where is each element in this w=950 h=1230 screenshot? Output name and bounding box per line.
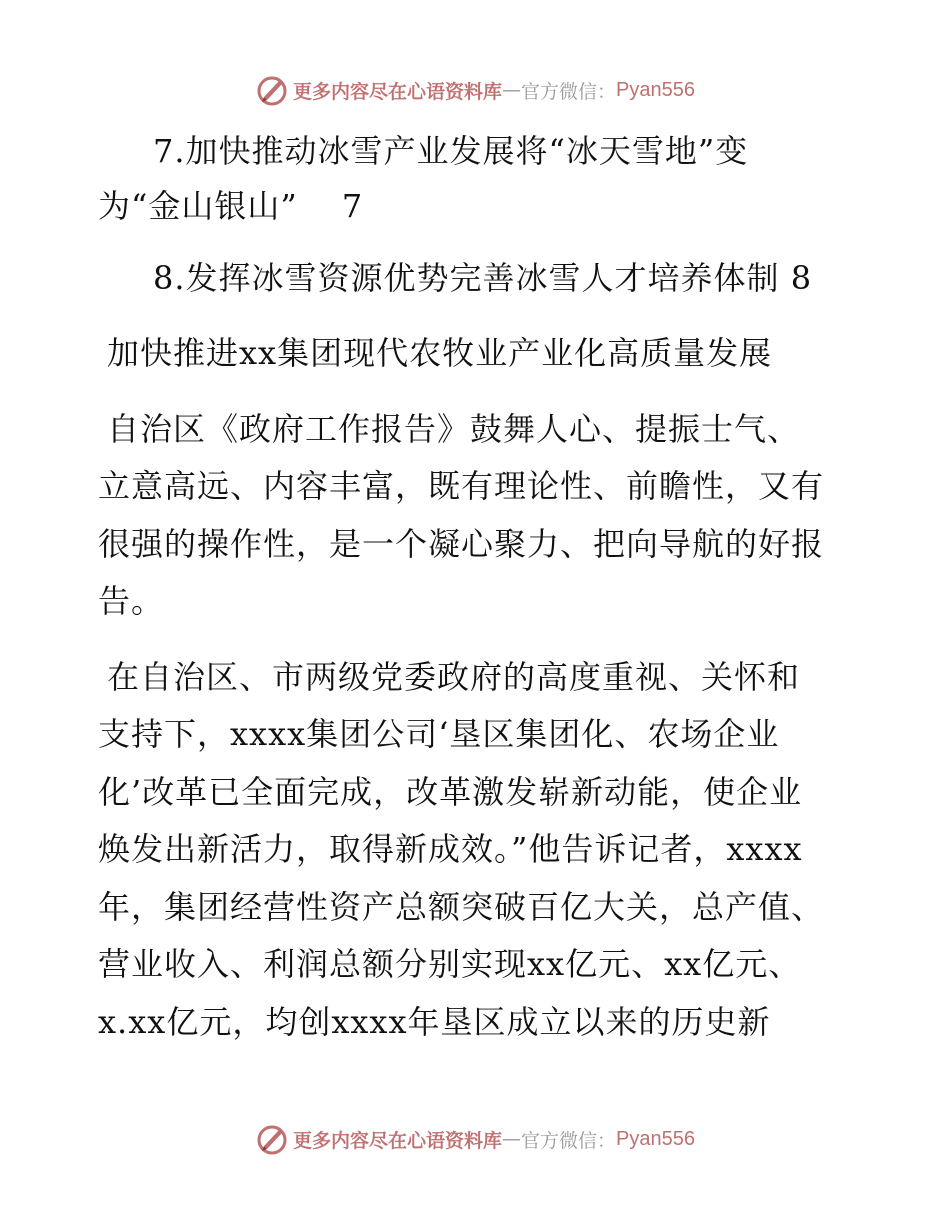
- watermark-wechat-id: Pyan556: [616, 78, 695, 101]
- watermark-dash: —: [502, 79, 522, 101]
- paragraph-2-line1: 在自治区、市两级党委政府的高度重视、关怀和: [107, 658, 801, 696]
- watermark-wechat-label: 官方微信：: [521, 1129, 617, 1152]
- watermark-wechat-label: 官方微信：: [521, 80, 617, 103]
- paragraph-2-line7: x.xx亿元，均创xxxx年垦区成立以来的历史新: [98, 1003, 771, 1041]
- paragraph-2-line2: 支持下，xxxx集团公司‘垦区集团化、农场企业: [98, 715, 780, 753]
- section-heading: 加快推进xx集团现代农牧业产业化高质量发展: [107, 334, 773, 372]
- header-watermark: [0, 70, 950, 110]
- paragraph-1-line2: 立意高远、内容丰富，既有理论性、前瞻性，又有: [98, 467, 825, 505]
- pen-logo-icon: [255, 73, 289, 107]
- toc-item-8: 8.发挥冰雪资源优势完善冰雪人才培养体制 8: [153, 259, 813, 297]
- paragraph-1-line4: 告。: [98, 582, 165, 620]
- paragraph-1-line3: 很强的操作性，是一个凝心聚力、把向导航的好报: [98, 525, 825, 563]
- watermark-dash: —: [502, 1128, 522, 1150]
- footer-watermark: [0, 1119, 950, 1159]
- paragraph-1-line1: 自治区《政府工作报告》鼓舞人心、提振士气、: [107, 410, 801, 448]
- watermark-title: 更多内容尽在心语资料库: [293, 80, 503, 103]
- watermark-wechat-id: Pyan556: [616, 1127, 695, 1150]
- paragraph-2-line5: 年，集团经营性资产总额突破百亿大关，总产值、: [98, 888, 825, 926]
- paragraph-2-line6: 营业收入、利润总额分别实现xx亿元、xx亿元、: [98, 945, 802, 983]
- toc-item-7-line1: 7.加快推动冰雪产业发展将“冰天雪地”变: [153, 132, 749, 170]
- paragraph-2-line4: 焕发出新活力，取得新成效。”他告诉记者，xxxx: [98, 830, 803, 868]
- watermark-title: 更多内容尽在心语资料库: [293, 1129, 503, 1152]
- pen-logo-icon: [255, 1122, 289, 1156]
- paragraph-2-line3: 化’改革已全面完成，改革激发崭新动能，使企业: [98, 773, 803, 811]
- toc-item-7-line2: 为“金山银山” 7: [98, 187, 364, 225]
